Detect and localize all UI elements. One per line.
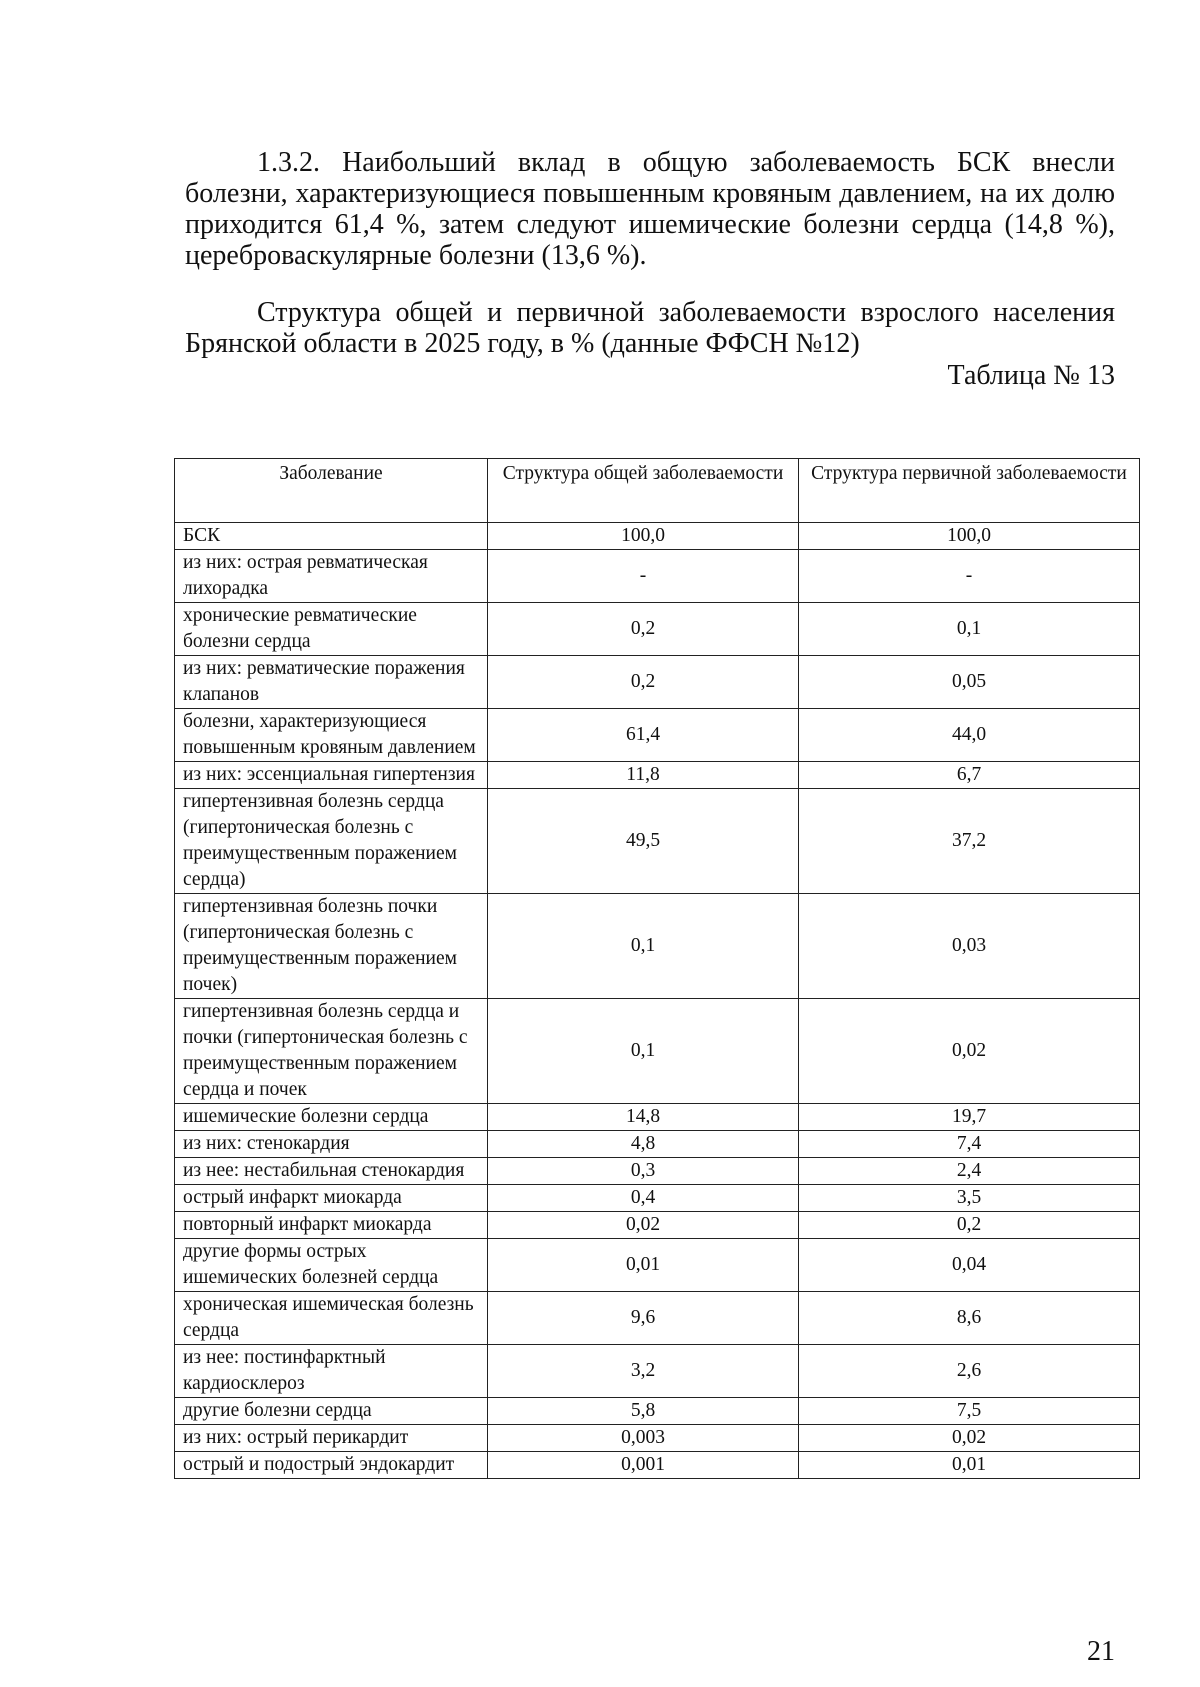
table-row [175,1104,1140,1131]
general-structure-cell: 0,001 [488,1452,799,1479]
primary-structure-cell: - [799,550,1140,603]
general-structure-cell: 49,5 [488,789,799,894]
disease-cell: другие болезни сердца [175,1398,488,1425]
disease-cell: острый и подострый эндокардит [175,1452,488,1479]
general-structure-cell: 4,8 [488,1131,799,1158]
disease-cell: из них: острый перикардит [175,1425,488,1452]
disease-cell: хронические ревматические болезни сердца [175,603,488,656]
primary-structure-cell: 7,4 [799,1131,1140,1158]
disease-cell: из них: ревматические поражения клапанов [175,656,488,709]
general-structure-cell: 14,8 [488,1104,799,1131]
table-row [175,762,1140,789]
table-row [175,1345,1140,1398]
disease-cell: из них: острая ревматическая лихорадка [175,550,488,603]
primary-structure-cell: 0,01 [799,1452,1140,1479]
disease-cell: хроническая ишемическая болезнь сердца [175,1292,488,1345]
disease-cell: гипертензивная болезнь почки (гипертоническая болезнь с преимущественным поражением почек) [175,894,488,999]
header-primary-structure: Структура первичной заболеваемости [799,459,1140,523]
table-row [175,1131,1140,1158]
table-row [175,789,1140,894]
general-structure-cell: 9,6 [488,1292,799,1345]
primary-structure-cell: 0,1 [799,603,1140,656]
disease-cell: из них: стенокардия [175,1131,488,1158]
table-row [175,1398,1140,1425]
disease-cell: другие формы острых ишемических болезней сердца [175,1239,488,1292]
disease-cell: из нее: постинфарктный кардиосклероз [175,1345,488,1398]
primary-structure-cell: 44,0 [799,709,1140,762]
page-number: 21 [1087,1636,1115,1667]
morbidity-structure-table [174,458,1140,1479]
primary-structure-cell: 0,04 [799,1239,1140,1292]
primary-structure-cell: 0,02 [799,999,1140,1104]
primary-structure-cell: 0,2 [799,1212,1140,1239]
table-row [175,523,1140,550]
table-row [175,1292,1140,1345]
primary-structure-cell: 0,05 [799,656,1140,709]
general-structure-cell: 0,3 [488,1158,799,1185]
disease-cell: из нее: нестабильная стенокардия [175,1158,488,1185]
header-general-structure: Структура общей заболеваемости [488,459,799,523]
table-row [175,999,1140,1104]
primary-structure-cell: 19,7 [799,1104,1140,1131]
general-structure-cell: 11,8 [488,762,799,789]
general-structure-cell: 0,02 [488,1212,799,1239]
intro-paragraph: 1.3.2. Наибольший вклад в общую заболеваемость БСК внесли болезни, характеризующиеся повышенным кровяным давлением, на их долю приходится 61,4 %, затем следуют ишемические болезни сердца (14,8 %), цереброваскулярные болезни (13,6 %). [185,147,1115,271]
primary-structure-cell: 100,0 [799,523,1140,550]
primary-structure-cell: 0,02 [799,1425,1140,1452]
table-label: Таблица № 13 [947,360,1115,391]
general-structure-cell: 0,4 [488,1185,799,1212]
primary-structure-cell: 8,6 [799,1292,1140,1345]
primary-structure-cell: 37,2 [799,789,1140,894]
table-row [175,1185,1140,1212]
table-body [175,523,1140,1479]
disease-cell: из них: эссенциальная гипертензия [175,762,488,789]
general-structure-cell: 0,1 [488,894,799,999]
disease-cell: повторный инфаркт миокарда [175,1212,488,1239]
primary-structure-cell: 6,7 [799,762,1140,789]
primary-structure-cell: 7,5 [799,1398,1140,1425]
table-row [175,1452,1140,1479]
disease-cell: гипертензивная болезнь сердца (гипертоническая болезнь с преимущественным поражением сердца) [175,789,488,894]
general-structure-cell: 5,8 [488,1398,799,1425]
table-row [175,550,1140,603]
table-row [175,1425,1140,1452]
table-caption: Структура общей и первичной заболеваемости взрослого населения Брянской области в 2025 году, в % (данные ФФСН №12) [185,297,1115,359]
general-structure-cell: 61,4 [488,709,799,762]
primary-structure-cell: 0,03 [799,894,1140,999]
table-row [175,1239,1140,1292]
general-structure-cell: 3,2 [488,1345,799,1398]
general-structure-cell: 0,2 [488,656,799,709]
table-header-row [175,459,1140,523]
disease-cell: ишемические болезни сердца [175,1104,488,1131]
general-structure-cell: 0,1 [488,999,799,1104]
general-structure-cell: 100,0 [488,523,799,550]
disease-cell: болезни, характеризующиеся повышенным кровяным давлением [175,709,488,762]
disease-cell: острый инфаркт миокарда [175,1185,488,1212]
primary-structure-cell: 3,5 [799,1185,1140,1212]
header-disease: Заболевание [175,459,488,523]
primary-structure-cell: 2,4 [799,1158,1140,1185]
table-row [175,656,1140,709]
primary-structure-cell: 2,6 [799,1345,1140,1398]
table-row [175,1158,1140,1185]
general-structure-cell: - [488,550,799,603]
general-structure-cell: 0,003 [488,1425,799,1452]
general-structure-cell: 0,2 [488,603,799,656]
disease-cell: БСК [175,523,488,550]
table-row [175,894,1140,999]
table-row [175,709,1140,762]
disease-cell: гипертензивная болезнь сердца и почки (гипертоническая болезнь с преимущественным поражением сердца и почек [175,999,488,1104]
general-structure-cell: 0,01 [488,1239,799,1292]
table-row [175,603,1140,656]
table-row [175,1212,1140,1239]
